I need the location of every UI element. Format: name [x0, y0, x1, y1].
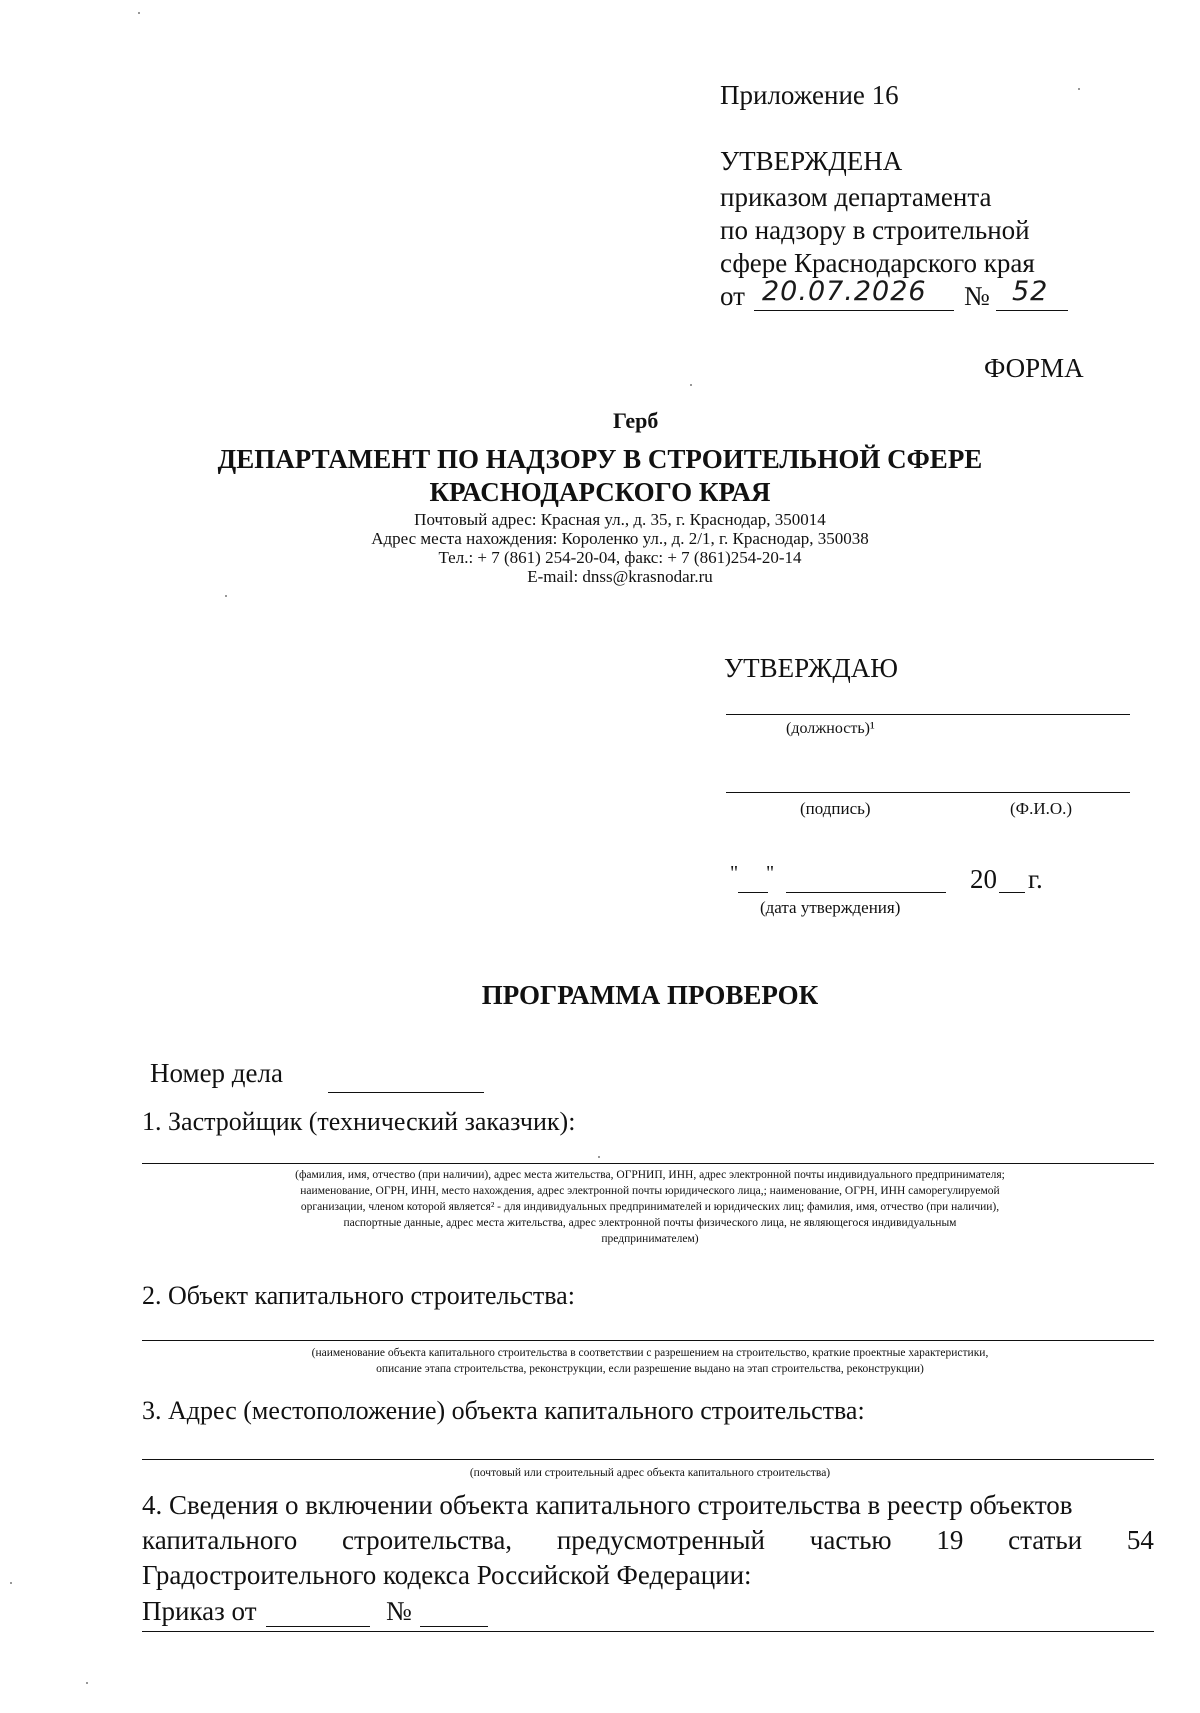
form-label: ФОРМА: [984, 353, 1084, 383]
order-prefix: Приказ от: [142, 1596, 257, 1626]
section4-line3: Градостроительного кодекса Российской Федерации:: [142, 1560, 752, 1590]
section1-line: [142, 1163, 1154, 1164]
scan-speck: [598, 1156, 600, 1158]
order-date-underline: [754, 310, 954, 311]
approve-title: УТВЕРЖДАЮ: [724, 653, 899, 683]
case-number-label: Номер дела: [150, 1058, 283, 1088]
section2-title: 2. Объект капитального строительства:: [142, 1281, 575, 1310]
scan-speck: [225, 595, 227, 597]
year-prefix: 20: [970, 864, 997, 894]
org-name-line1: ДЕПАРТАМЕНТ ПО НАДЗОРУ В СТРОИТЕЛЬНОЙ СФЕРЕ: [217, 444, 983, 474]
section4-bottom-line: [142, 1631, 1154, 1632]
location-address: Адрес места нахождения: Короленко ул., д. 2/1, г. Краснодар, 350038: [371, 529, 869, 548]
order-number-line: [420, 1626, 488, 1627]
emblem-label: Герб: [613, 408, 659, 433]
order-line: по надзору в строительной: [720, 215, 1030, 245]
email-address: E-mail: dnss@krasnodar.ru: [527, 567, 713, 586]
date-prefix: от: [720, 281, 745, 311]
position-label: (должность)¹: [786, 720, 875, 737]
day-line: [738, 892, 768, 893]
section1-note: (фамилия, имя, отчество (при наличии), адрес места жительства, ОГРНИП, ИНН, адрес электронной почты индивидуального предпринимателя; наименование, ОГРН, ИНН, место нахождения, адрес электронной почты юридического лица,; наименование, ОГРН, ИНН саморегулируемой организации, членом которой является² - для индивидуальных предпринимателей и юридических лиц; фамилия, имя, отчество (при наличии), паспортные данные, адрес места жительства, адрес электронной почты физического лица, не являющегося индивидуальным предпринимателем): [295, 1169, 1005, 1245]
order-date-line: [266, 1626, 370, 1627]
section4-line1: 4. Сведения о включении объекта капитального строительства в реестр объектов: [142, 1490, 1073, 1520]
org-name-line2: КРАСНОДАРСКОГО КРАЯ: [429, 477, 771, 507]
postal-address: Почтовый адрес: Красная ул., д. 35, г. Краснодар, 350014: [414, 510, 826, 529]
order-line: сфере Краснодарского края: [720, 248, 1035, 278]
appendix-label: Приложение 16: [720, 80, 899, 110]
section2-note: (наименование объекта капитального строительства в соответствии с разрешением на строительство, краткие проектные характеристики, описание этапа строительства, реконструкции, если разрешение выдано на этап строительства, реконструкции): [311, 1347, 989, 1375]
date-label: (дата утверждения): [760, 898, 901, 917]
case-number-line: [328, 1092, 484, 1093]
quote-open: ": [730, 862, 739, 884]
scan-speck: [86, 1682, 88, 1684]
section3-note: (почтовый или строительный адрес объекта капитального строительства): [469, 1467, 831, 1479]
program-title: ПРОГРАММА ПРОВЕРОК: [481, 980, 819, 1010]
order-number-handwritten: 52: [1012, 276, 1049, 307]
order-date-handwritten: 20.07.2026: [762, 276, 927, 307]
year-line: [999, 892, 1025, 893]
signature-line: [726, 792, 1130, 793]
month-line: [786, 892, 946, 893]
signature-label: (подпись): [800, 799, 871, 818]
order-number-underline: [996, 310, 1068, 311]
section3-title: 3. Адрес (местоположение) объекта капитального строительства:: [142, 1396, 865, 1425]
order-number-prefix: №: [386, 1596, 412, 1626]
number-prefix: №: [964, 281, 990, 311]
fio-label: (Ф.И.О.): [1010, 799, 1073, 818]
phone-fax: Тел.: + 7 (861) 254-20-04, факс: + 7 (861)254-20-14: [438, 548, 802, 567]
scan-speck: [10, 1582, 12, 1584]
section1-title: 1. Застройщик (технический заказчик):: [142, 1107, 576, 1136]
order-line: приказом департамента: [720, 182, 992, 212]
section4-line2: капитального строительства, предусмотренный частью 19 статьи 54: [142, 1525, 1154, 1555]
quote-close: ": [766, 862, 775, 884]
approved-title: УТВЕРЖДЕНА: [720, 146, 903, 176]
section3-line: [142, 1459, 1154, 1460]
position-line: [726, 714, 1130, 715]
scan-speck: [138, 12, 140, 14]
section2-line: [142, 1340, 1154, 1341]
year-suffix: г.: [1028, 864, 1043, 894]
scan-speck: [1078, 88, 1080, 90]
scan-speck: [690, 384, 692, 386]
